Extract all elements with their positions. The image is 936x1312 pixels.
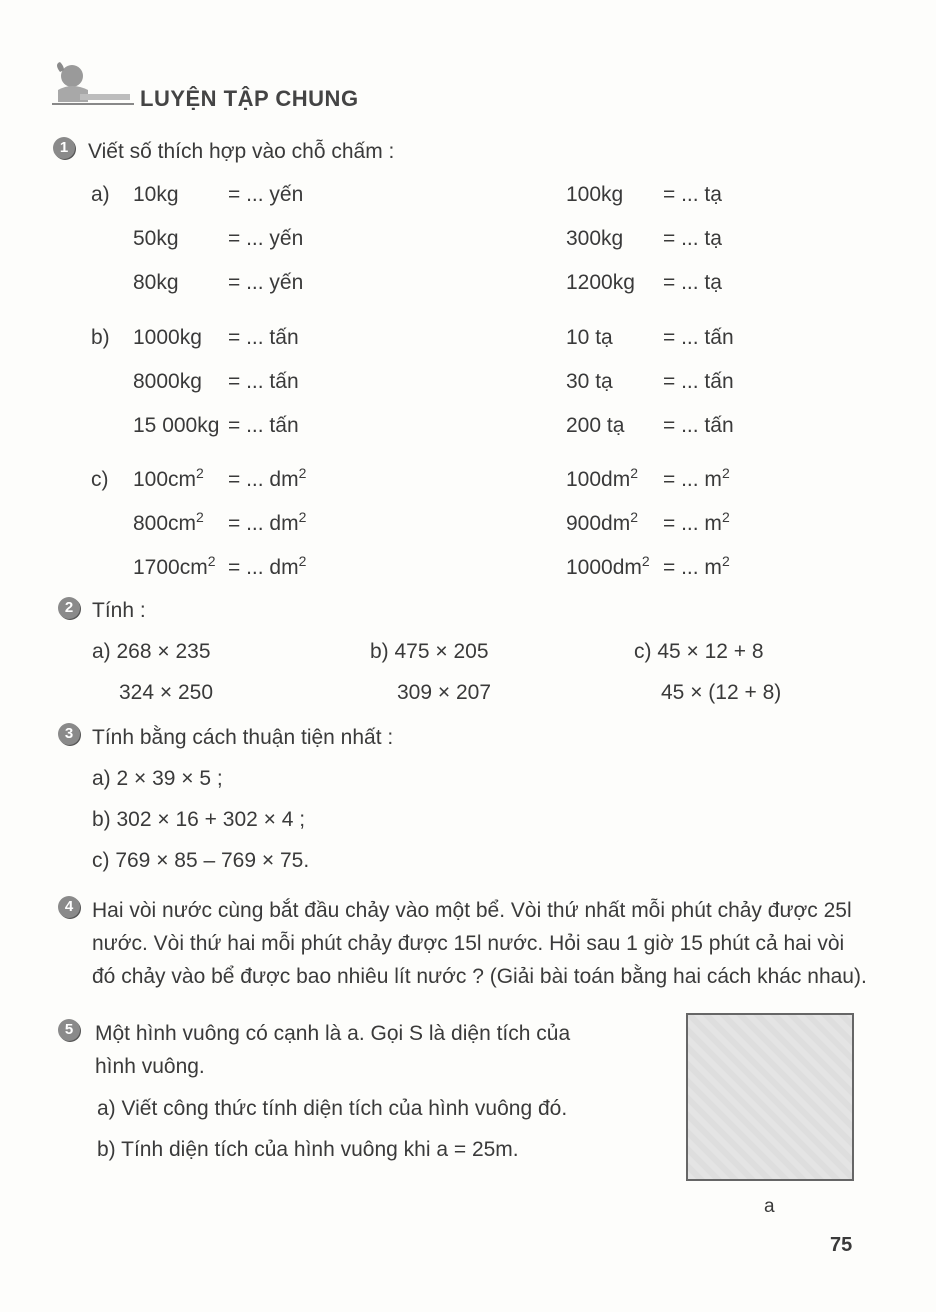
ex3-a: a) 2 × 39 × 5 ; <box>92 767 223 790</box>
ex1c-left-2-rhs: = ... $dm^2$ <box>228 553 307 579</box>
ex1a-left-0-rhs: = ... yến <box>228 183 304 206</box>
ex1c-right-0: $100dm^2$ <box>566 465 639 491</box>
ex1b-left-1-rhs: = ... tấn <box>228 370 299 393</box>
girl-writing-icon <box>50 60 135 110</box>
ex5-line-2: hình vuông. <box>95 1055 205 1078</box>
ex4-line-2: nước. Vòi thứ hai mỗi phút chảy được 15l nước. Hỏi sau 1 giờ 15 phút cả hai vòi <box>92 932 845 955</box>
ex3-b: b) 302 × 16 + 302 × 4 ; <box>92 808 306 831</box>
exercise-1c-label: c) <box>91 468 109 491</box>
ex4-line-1: Hai vòi nước cùng bắt đầu chảy vào một bể. Vòi thứ nhất mỗi phút chảy được 25l <box>92 899 852 922</box>
exercise-1-badge: 1 <box>53 137 75 159</box>
square-side-label: a <box>764 1196 775 1217</box>
ex1b-right-2-rhs: = ... tấn <box>663 414 734 437</box>
ex1a-left-1-rhs: = ... yến <box>228 227 304 250</box>
ex1c-right-2: $1000dm^2$ <box>566 553 650 579</box>
exercise-3-instruction: Tính bằng cách thuận tiện nhất : <box>92 726 394 749</box>
ex2-a2: 324 × 250 <box>119 681 214 704</box>
ex1b-right-0-lhs: 10 tạ <box>566 326 613 349</box>
ex5-b: b) Tính diện tích của hình vuông khi a = 25m. <box>97 1138 519 1161</box>
ex1a-right-0-rhs: = ... tạ <box>663 183 722 206</box>
page-number: 75 <box>830 1234 853 1256</box>
ex1c-right-1: $900dm^2$ <box>566 509 639 535</box>
ex1c-left-0: $100cm^2$ <box>133 465 204 491</box>
ex2-b1: b) 475 × 205 <box>370 640 489 663</box>
ex1a-right-1-lhs: 300kg <box>566 227 624 250</box>
ex1a-left-1-lhs: 50kg <box>133 227 179 250</box>
ex1b-right-1-rhs: = ... tấn <box>663 370 734 393</box>
page-title: LUYỆN TẬP CHUNG <box>140 86 359 111</box>
ex1c-right-0-rhs: = ... $m^2$ <box>663 465 730 491</box>
ex1c-right-1-rhs: = ... $m^2$ <box>663 509 730 535</box>
ex1b-right-1-lhs: 30 tạ <box>566 370 613 393</box>
exercise-2-badge: 2 <box>58 597 80 619</box>
exercise-5-badge: 5 <box>58 1019 80 1041</box>
exercise-2-instruction: Tính : <box>92 599 146 622</box>
ex1b-left-0-lhs: 1000kg <box>133 326 202 349</box>
ex4-line-3: đó chảy vào bể được bao nhiêu lít nước ? (Giải bài toán bằng hai cách khác nhau). <box>92 965 867 988</box>
exercise-4-badge: 4 <box>58 896 80 918</box>
ex5-line-1: Một hình vuông có cạnh là a. Gọi S là diện tích của <box>95 1022 571 1045</box>
ex1b-left-2-lhs: 15 000kg <box>133 414 220 437</box>
exercise-1-instruction: Viết số thích hợp vào chỗ chấm : <box>88 140 395 163</box>
ex2-b2: 309 × 207 <box>397 681 492 704</box>
ex2-c1: c) 45 × 12 + 8 <box>634 640 764 663</box>
ex1a-left-2-rhs: = ... yến <box>228 271 304 294</box>
exercise-1b-label: b) <box>91 326 110 349</box>
ex1b-left-0-rhs: = ... tấn <box>228 326 299 349</box>
ex3-c: c) 769 × 85 – 769 × 75. <box>92 849 310 872</box>
ex1c-left-2: $1700cm^2$ <box>133 553 216 579</box>
ex2-c2: 45 × (12 + 8) <box>661 681 782 704</box>
exercise-1a-label: a) <box>91 183 110 206</box>
ex1b-right-2-lhs: 200 tạ <box>566 414 625 437</box>
ex5-a: a) Viết công thức tính diện tích của hình vuông đó. <box>97 1097 568 1120</box>
ex1c-right-2-rhs: = ... $m^2$ <box>663 553 730 579</box>
ex1a-left-0-lhs: 10kg <box>133 183 179 206</box>
ex1a-right-1-rhs: = ... tạ <box>663 227 722 250</box>
ex1a-right-2-rhs: = ... tạ <box>663 271 722 294</box>
ex1b-left-1-lhs: 8000kg <box>133 370 202 393</box>
ex1c-left-1-rhs: = ... $dm^2$ <box>228 509 307 535</box>
ex1c-left-1: $800cm^2$ <box>133 509 204 535</box>
ex1a-left-2-lhs: 80kg <box>133 271 179 294</box>
ex1b-right-0-rhs: = ... tấn <box>663 326 734 349</box>
ex2-a1: a) 268 × 235 <box>92 640 211 663</box>
exercise-3-badge: 3 <box>58 723 80 745</box>
ex1a-right-0-lhs: 100kg <box>566 183 624 206</box>
ex1a-right-2-lhs: 1200kg <box>566 271 635 294</box>
ex1c-left-0-rhs: = ... $dm^2$ <box>228 465 307 491</box>
ex1b-left-2-rhs: = ... tấn <box>228 414 299 437</box>
square-figure <box>686 1013 854 1181</box>
